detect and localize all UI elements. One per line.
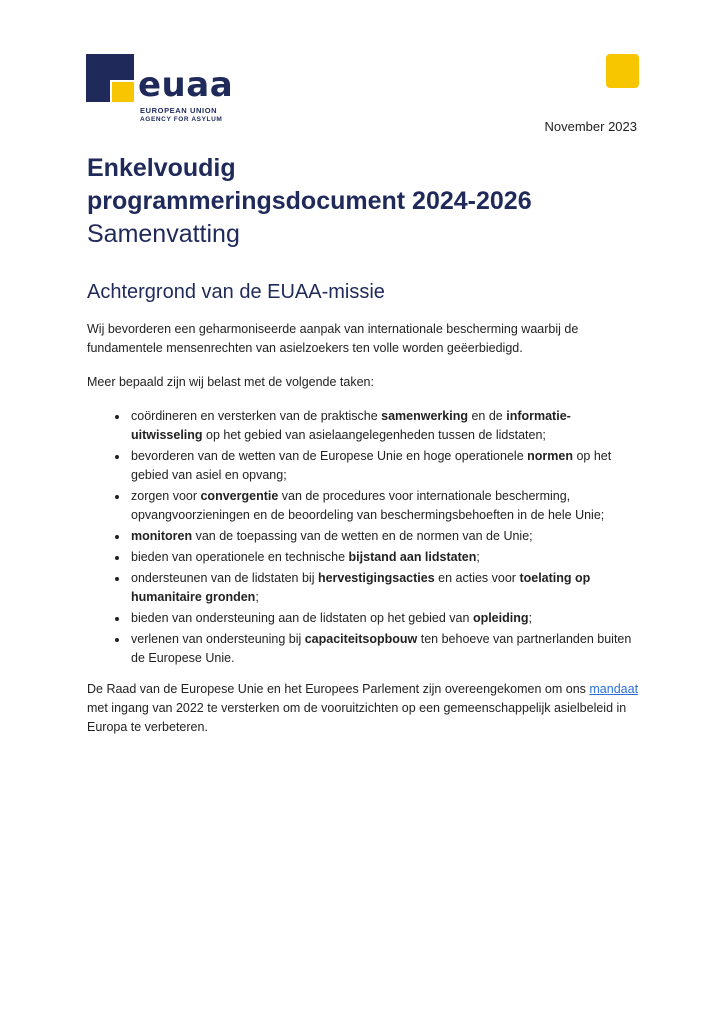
task-item-emphasis: samenwerking	[381, 409, 468, 423]
title-block	[87, 152, 647, 251]
task-item	[129, 609, 642, 628]
task-item	[129, 487, 642, 525]
task-item-emphasis: convergentie	[200, 489, 279, 503]
task-item-text: bevorderen van de wetten van de Europese Unie en hoge operationele	[131, 449, 528, 463]
corner-accent-square	[606, 54, 639, 88]
task-item	[129, 407, 642, 445]
task-item	[129, 527, 642, 546]
logo-wordmark: euaa	[138, 65, 234, 105]
task-item	[129, 569, 642, 607]
task-item-emphasis: toelating op humanitaire gronden	[131, 571, 591, 604]
task-item-text: bieden van ondersteuning aan de lidstaten op het gebied van	[131, 611, 473, 625]
task-item-emphasis: opleiding	[472, 611, 529, 625]
task-item-text: ten behoeve van partnerlanden buiten de Europese Unie.	[131, 632, 632, 665]
section-heading: Achtergrond van de EUAA-missie	[87, 281, 385, 303]
task-item-text: en de	[467, 409, 507, 423]
task-item	[129, 630, 642, 668]
task-item-text: ;	[528, 611, 532, 625]
intro-paragraph: Wij bevorderen een geharmoniseerde aanpak van internationale bescherming waarbij de fundamentele mensenrechten van asielzoekers ten volle worden geëerbiedigd.	[87, 322, 579, 355]
logo-subtitle-line2: AGENCY FOR ASYLUM	[140, 116, 223, 123]
task-item-text: ondersteunen van de lidstaten bij	[131, 571, 318, 585]
task-item-text: bieden van operationele en technische	[131, 550, 349, 564]
task-item-text: van de toepassing van de wetten en de normen van de Unie;	[192, 529, 533, 543]
task-item	[129, 447, 642, 485]
task-list	[87, 407, 642, 668]
task-item-emphasis: bijstand aan lidstaten	[348, 550, 477, 564]
task-item-text: ;	[476, 550, 480, 564]
task-item-text: ;	[255, 590, 259, 604]
task-item-text: en acties voor	[434, 571, 520, 585]
closing-text-before: De Raad van de Europese Unie en het Europees Parlement zijn overeengekomen om ons	[87, 682, 590, 696]
euaa-logo	[86, 54, 236, 126]
task-item-text: coördineren en versterken van de praktische	[131, 409, 382, 423]
title-line-2: programmeringsdocument 2024-2026	[87, 187, 532, 215]
task-item-emphasis: hervestigingsacties	[317, 571, 435, 585]
task-item-emphasis: monitoren	[131, 529, 193, 543]
document-subtitle: Samenvatting	[87, 220, 240, 248]
task-item-text: verlenen van ondersteuning bij	[131, 632, 305, 646]
task-item-emphasis: informatie-uitwisseling	[131, 409, 571, 442]
tasks-intro: Meer bepaald zijn wij belast met de volgende taken:	[87, 375, 374, 389]
document-body	[87, 320, 642, 752]
task-item-text: op het gebied van asielaangelegenheden tussen de lidstaten;	[202, 428, 546, 442]
closing-paragraph	[87, 680, 642, 737]
task-item-emphasis: normen	[527, 449, 573, 463]
task-item	[129, 548, 642, 567]
task-item-emphasis: capaciteitsopbouw	[304, 632, 418, 646]
logo-mark-accent	[112, 82, 134, 102]
task-item-text: van de procedures voor internationale bescherming, opvangvoorzieningen en de beoordeling van beschermingsbehoeften in de hele Unie;	[131, 489, 605, 522]
closing-text-after: met ingang van 2022 te versterken om de vooruitzichten op een gemeenschappelijk asielbeleid in Europa te verbeteren.	[87, 701, 627, 734]
task-item-text: zorgen voor	[131, 489, 201, 503]
task-item-text: op het gebied van asiel en opvang;	[131, 449, 612, 482]
title-line-1: Enkelvoudig	[87, 154, 236, 182]
mandate-link[interactable]: mandaat	[589, 682, 639, 696]
document-date: November 2023	[544, 119, 637, 134]
logo-subtitle-line1: EUROPEAN UNION	[140, 106, 218, 115]
